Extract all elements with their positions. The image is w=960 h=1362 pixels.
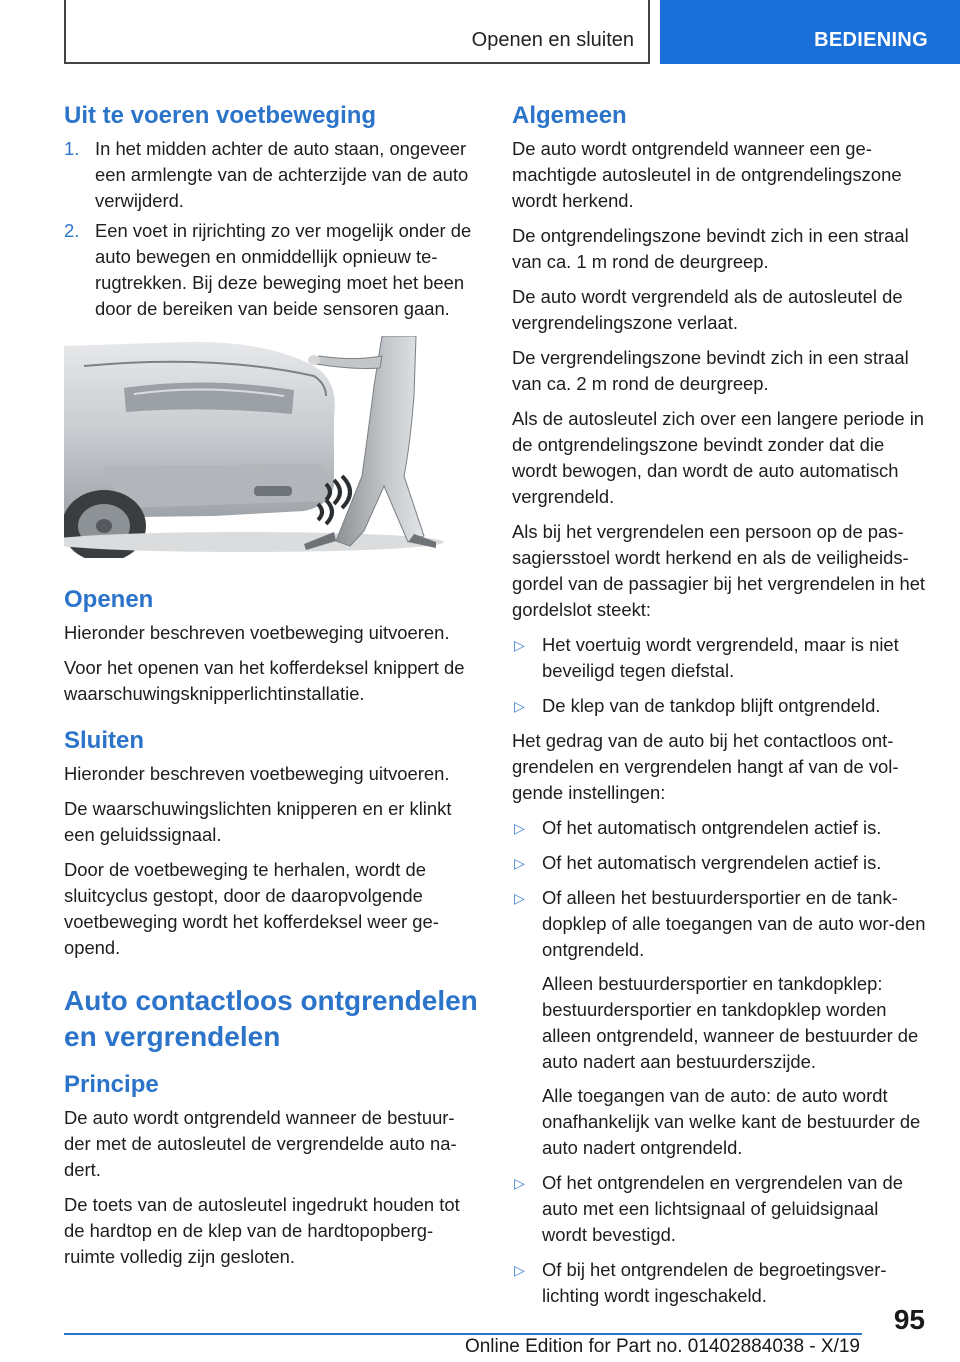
heading-close: Sluiten — [64, 727, 145, 754]
bullet-list — [512, 815, 928, 1309]
triangle-bullet-icon: ▷ — [514, 1262, 525, 1278]
step-number: 2. — [64, 220, 80, 241]
right-column — [512, 100, 928, 1318]
header-left-frame — [64, 0, 650, 64]
list-item: ▷ Of het automatisch vergrendelen actief is. — [512, 850, 928, 876]
general-paragraph: De ontgrendelingszone bevindt zich in een straal van ca. 1 m rond de deurgreep. — [512, 225, 909, 272]
triangle-bullet-icon: ▷ — [514, 855, 525, 871]
general-paragraph: De auto wordt vergrendeld als de autosleutel de vergrendelingszone verlaat. — [512, 286, 903, 333]
list-item: ▷ Of bij het ontgrendelen de begroetingsver-lichting wordt ingeschakeld. — [514, 1259, 887, 1306]
steps-list — [64, 136, 479, 322]
section-title: Openen en sluiten — [471, 29, 634, 51]
step-text: Een voet in rijrichting zo ver mogelijk onder de auto bewegen en onmiddellijk opnieuw te-rugtrekken. Bij deze beweging moet het been door de bereiken van beide sensoren gaan. — [95, 220, 472, 319]
triangle-bullet-icon: ▷ — [514, 890, 525, 906]
edition-note: Online Edition for Part no. 01402884038 - X/19 — [464, 1336, 860, 1357]
general-paragraph: Als de autosleutel zich over een langere periode in de ontgrendelingszone bevindt zonder dat die wordt bewogen, dan wordt de auto automatisch vergrendeld. — [512, 408, 925, 507]
heading-foot-movement: Uit te voeren voetbeweging — [64, 102, 377, 129]
list-item: ▷ Of alleen het bestuurdersportier en de tank-dopklep of alle toegangen van de auto wor-den ontgrendeld. Alleen bestuurdersportier en tankdopklep: bestuurdersportier en tankdopklep worden alleen ontgrendeld, wanneer de bestuurder de auto nadert aan bestuurderszijde. Alle toegangen van de auto: de auto wordt onafhankelijk van welke kant de bestuurder de auto nadert ontgrendeld. — [512, 885, 928, 1161]
triangle-bullet-icon: ▷ — [514, 820, 525, 836]
chapter-tab — [660, 0, 960, 64]
close-paragraph: Door de voetbeweging te herhalen, wordt de sluitcyclus gestopt, door de daaropvolgende voetbeweging wordt het kofferdeksel weer ge-opend. — [64, 859, 439, 958]
general-paragraph: De vergrendelingszone bevindt zich in een straal van ca. 2 m rond de deurgreep. — [512, 347, 909, 394]
sub-paragraph: Alle toegangen van de auto: de auto wordt onafhankelijk van welke kant de bestuurder de auto nadert ontgrendeld. — [542, 1085, 921, 1158]
step-item — [64, 136, 479, 214]
heading-contactless: Auto contactloos ontgrendelen en vergrendelen — [64, 985, 478, 1052]
triangle-bullet-icon: ▷ — [514, 637, 525, 653]
list-item: ▷ Het voertuig wordt vergrendeld, maar is niet beveiligd tegen diefstal. — [514, 634, 899, 681]
sub-paragraph: Alleen bestuurdersportier en tankdopklep: bestuurdersportier en tankdopklep worden alleen ontgrendeld, wanneer de bestuurder de auto nadert aan bestuurderszijde. — [542, 973, 919, 1072]
left-column — [64, 100, 479, 1279]
list-item: ▷ Of het ontgrendelen en vergrendelen van de auto met een lichtsignaal of geluidsignaal wordt bevestigd. — [514, 1172, 903, 1245]
step-item — [64, 218, 479, 322]
page-number: 95 — [893, 1304, 925, 1335]
triangle-bullet-icon: ▷ — [514, 698, 525, 714]
heading-general: Algemeen — [512, 102, 627, 129]
footer-divider — [64, 1333, 862, 1335]
list-item: ▷ Of het automatisch ontgrendelen actief is. — [512, 815, 928, 841]
bullet-list — [512, 632, 928, 719]
principle-paragraph: De auto wordt ontgrendeld wanneer de bestuur-der met de autosleutel de vergrendelde auto na-dert. — [64, 1107, 457, 1180]
open-paragraph: Hieronder beschreven voetbeweging uitvoeren. — [64, 622, 450, 643]
principle-paragraph: De toets van de autosleutel ingedrukt houden tot de hardtop en de klep van de hardtopopberg-ruimte volledig zijn gesloten. — [64, 1194, 460, 1267]
triangle-bullet-icon: ▷ — [514, 1175, 525, 1191]
general-paragraph: De auto wordt ontgrendeld wanneer een ge-machtigde autosleutel in de ontgrendelingszone wordt herkend. — [512, 138, 902, 211]
close-paragraph: Hieronder beschreven voetbeweging uitvoeren. — [64, 763, 450, 784]
heading-open: Openen — [64, 586, 154, 613]
heading-principle: Principe — [64, 1071, 159, 1098]
close-paragraph: De waarschuwingslichten knipperen en er klinkt een geluidssignaal. — [64, 798, 452, 845]
chapter-tab-label: BEDIENING — [814, 29, 928, 51]
list-item: ▷ De klep van de tankdop blijft ontgrendeld. — [512, 693, 928, 719]
foot-gesture-illustration — [64, 336, 479, 558]
step-number: 1. — [64, 138, 80, 159]
general-paragraph: Als bij het vergrendelen een persoon op de pas-sagiersstoel wordt herkend en als de veiligheids-gordel van de passagier bij het vergrendelen in het gordelslot steekt: — [512, 521, 926, 620]
general-paragraph: Het gedrag van de auto bij het contactloos ont-grendelen en vergrendelen hangt af van de vol-gende instellingen: — [512, 730, 899, 803]
step-text: In het midden achter de auto staan, ongeveer een armlengte van de achterzijde van de auto verwijderd. — [95, 138, 469, 211]
open-paragraph: Voor het openen van het kofferdeksel knippert de waarschuwingsknipperlichtinstallatie. — [64, 657, 465, 704]
